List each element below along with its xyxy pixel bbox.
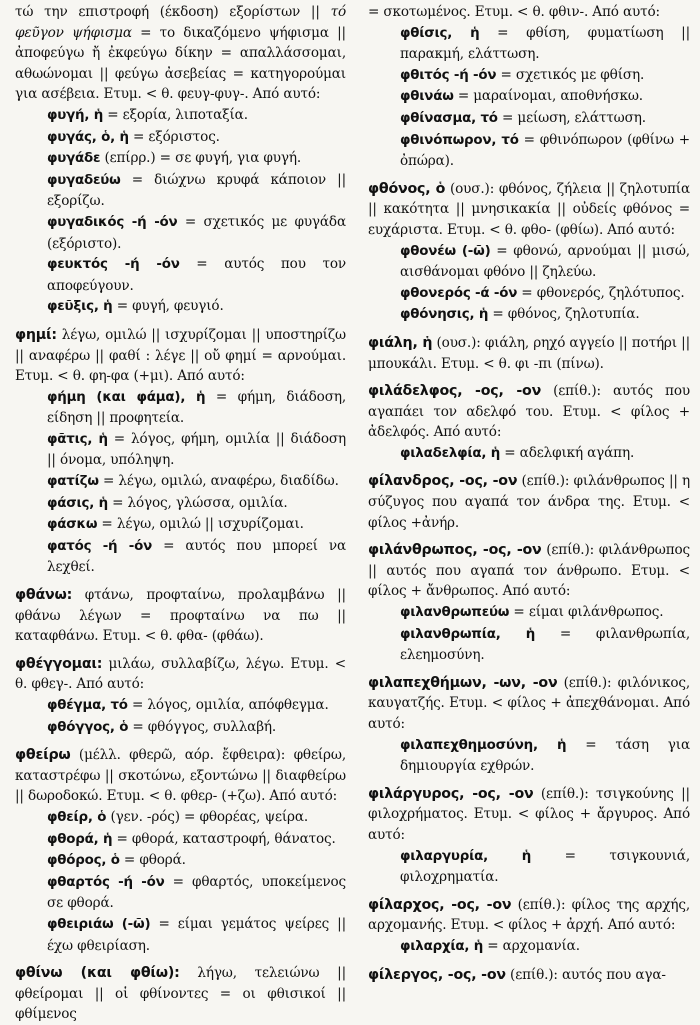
sub-entry-definition: = τσιγκουνιά, φιλοχρηματία. — [400, 847, 690, 886]
sub-entry-definition: = φθονώ, αρνούμαι || μισώ, αισθάνομαι φθόνο || ζηλεύω. — [400, 242, 690, 281]
entry-definition: (επίθ.): αυτός που αγαπάει τον αδελφό του. Ετυμ. < φίλος + ἀδελφός. Από αυτό: — [368, 383, 690, 441]
entry-phrase: τό φεῦγον ψήφισμα — [15, 4, 346, 41]
sub-entry-headword: φθόνησις, ἡ — [400, 307, 489, 323]
sub-entry-headword: φθίνασμα, τό — [400, 110, 498, 126]
sub-entry-definition: = φιλανθρωπία, ελεημοσύνη. — [400, 625, 690, 664]
entry-headword: φιλάδελφος, -ος, -ον — [368, 383, 542, 400]
sub-entry — [400, 936, 690, 958]
sub-entry — [400, 65, 690, 87]
sub-entry-definition: (γεν. -ρός) = φθορέας, ψείρα. — [106, 808, 309, 825]
entry-headword: φίλεργος, -ος, -ον — [368, 966, 506, 983]
sub-entry — [47, 254, 346, 296]
entry-definition: (επίθ.): αυτός που αγα- — [505, 966, 666, 983]
entry-definition: τώ την επιστροφή (έκδοση) εξορίστων || — [15, 4, 331, 20]
sub-entry-definition: = λόγος, φήμη, ομιλία || διάδοση || όνομα, υπόληψη. — [47, 430, 346, 469]
sub-entry — [47, 296, 346, 318]
sub-entry-definition: = φήμη, διάδοση, είδηση || προφητεία. — [47, 388, 346, 427]
sub-entry-headword: φθίσις, ἡ — [400, 25, 480, 41]
sub-entry-definition: = φθαρτός, υποκείμενος σε φθορά. — [47, 873, 347, 912]
entry-headword: φθέγγομαι: — [15, 655, 103, 672]
sub-entry-definition: = λέγω, ομιλώ, αναφέρω, διαδίδω. — [98, 473, 339, 490]
sub-entry-headword: φθιτός -ή -όν — [400, 67, 497, 83]
sub-entry-headword: φθαρτός -ή -όν — [47, 874, 165, 890]
sub-entry — [400, 23, 690, 65]
sub-entry — [400, 283, 690, 305]
sub-entry — [400, 443, 690, 465]
sub-entry-headword: φυγάδε — [47, 151, 101, 167]
sub-entry — [400, 86, 690, 108]
sub-entry — [47, 695, 346, 717]
sub-entry-headword: φθινάω — [400, 89, 454, 105]
entry-definition: λέγω, ομιλώ || ισχυρίζομαι || υποστηρίζω || αναφέρω || φαθί : λέγε || οὔ φημί = αρνούμαι. Ετυμ. < θ. φη-φα (+μι). Από αυτό: — [15, 326, 346, 385]
sub-entry-headword: φυγαδικός -ή -όν — [47, 214, 178, 230]
sub-entry — [47, 829, 346, 851]
dictionary-entry — [15, 2, 346, 105]
entry-definition: = σκοτωμένος. Ετυμ. < θ. φθιν-. Από αυτό: — [368, 4, 660, 20]
sub-entry-definition: = διώχνω κρυφά κάποιον || εξορίζω. — [47, 171, 346, 210]
sub-entry-definition: = μαραίνομαι, αποθνήσκω. — [453, 88, 643, 105]
entry-definition-cont: = το δικαζόμενο ψήφισμα || ἀποφεύγω ἤ ἐκφεύγω δίκην = απαλλάσσομαι, αθωώνομαι || φεύγω ἀσεβείας = κατηγορούμαι για ασέβεια. Ετυμ. < θ. φευγ-φυγ-. Από αυτό: — [15, 24, 346, 103]
sub-entry-definition: = είμαι γεμάτος ψείρες || έχω φθειρίαση. — [47, 915, 347, 954]
dictionary-entry — [368, 540, 690, 602]
sub-entry-definition: = φθίση, φυματίωση || παρακμή, ελάττωση. — [400, 24, 691, 63]
entry-headword: φθάνω: — [15, 587, 73, 604]
dictionary-entry — [368, 895, 690, 936]
sub-entry-definition: = αδελφική αγάπη. — [500, 444, 635, 461]
entry-definition: (επίθ.): φίλος της αρχής, αρχομανής. Ετυμ. < φίλος + ἀρχή. Από αυτό: — [368, 896, 690, 934]
sub-entry — [47, 127, 346, 149]
sub-entry-definition: = λέγω, ομιλώ || ισχυρίζομαι. — [97, 516, 304, 533]
dictionary-entry — [368, 784, 690, 846]
sub-entry-definition: = εξόριστος. — [128, 128, 220, 145]
entry-headword: φιλαπεχθήμων, -ων, -ον — [368, 674, 558, 691]
dictionary-entry — [15, 745, 346, 807]
sub-entry — [47, 514, 346, 536]
sub-entry-definition: = φθονερός, ζηλότυπος. — [517, 284, 685, 301]
entry-definition: φτάνω, προφταίνω, προλαμβάνω || φθάνω λέγων = προφταίνω να πω || καταφθάνω. Ετυμ. < θ. φθα- (φθάω). — [15, 587, 346, 645]
sub-entry-definition: = αρχομανία. — [483, 937, 580, 954]
sub-entry-definition: = φθινόπωρον (φθίνω + ὀπώρα). — [400, 131, 691, 170]
sub-entry — [47, 212, 346, 254]
sub-entry — [47, 717, 346, 739]
sub-entry — [400, 624, 690, 666]
dictionary-entry — [368, 673, 690, 735]
dictionary-entry — [15, 585, 346, 647]
sub-entry — [47, 850, 346, 872]
sub-entry-definition: = φυγή, φευγιό. — [112, 298, 224, 315]
sub-entry-headword: φᾶτις, ἡ — [47, 431, 108, 447]
entry-headword: φιλάργυρος, -ος, -ον — [368, 785, 534, 802]
sub-entry — [400, 602, 690, 624]
sub-entry — [400, 846, 690, 888]
sub-entry — [47, 429, 346, 471]
sub-entry-headword: φιλαργυρία, ἡ — [400, 848, 532, 864]
sub-entry-headword: φθονερός -ά -όν — [400, 285, 518, 301]
sub-entry-headword: φάσκω — [47, 517, 98, 533]
entry-headword: φιάλη, ἡ — [368, 334, 433, 351]
sub-entry — [47, 471, 346, 493]
sub-entry-headword: φθονέω (-ῶ) — [400, 243, 491, 259]
sub-entry — [400, 735, 690, 777]
entry-definition: (επίθ.): φιλάνθρωπος || αυτός που αγαπά τον άνθρωπο. Ετυμ. < φίλος + ἄνθρωπος. Από αυτό: — [368, 542, 691, 600]
sub-entry-definition: = φθορά. — [119, 852, 186, 869]
dictionary-entry — [15, 325, 346, 387]
entry-headword: φίλανδρος, -ος, -ον — [368, 473, 518, 490]
entry-definition: (επίθ.): φιλόνικος, καυγατζής. Ετυμ. < φίλος + ἀπεχθάνομαι. Από αυτό: — [368, 674, 690, 732]
entry-headword: φθίνω (και φθίω): — [15, 965, 180, 982]
sub-entry-definition: = μείωση, ελάττωση. — [497, 109, 646, 126]
sub-entry-headword: φυγαδεύω — [47, 172, 121, 188]
entry-definition: λήγω, τελειώνω || φθείρομαι || οἱ φθίνοντες = οι φθισικοί || φθίμενος — [15, 965, 347, 1023]
sub-entry-headword: φθινόπωρον, τό — [400, 132, 519, 148]
sub-entry — [47, 536, 346, 578]
sub-entry — [47, 170, 346, 212]
sub-entry-definition: = αυτός που μπορεί να λεχθεί. — [47, 537, 347, 576]
entry-definition: (μέλλ. φθερῶ, αόρ. ἔφθειρα): φθείρω, καταστρέφω || σκοτώνω, εξοντώνω || διαφθείρω || δωροδοκώ. Ετυμ. < θ. φθερ- (+ζω). Από αυτό: — [15, 747, 346, 805]
entry-definition: μιλάω, συλλαβίζω, λέγω. Ετυμ. < θ. φθεγ-. Από αυτό: — [15, 655, 346, 693]
sub-entry-headword: φιλαρχία, ἡ — [400, 938, 484, 954]
sub-entry-headword: φατίζω — [47, 474, 99, 490]
dictionary-entry — [368, 381, 690, 443]
sub-entry — [47, 387, 346, 429]
sub-entry — [47, 914, 346, 956]
sub-entry-headword: φατός -ή -όν — [47, 538, 153, 554]
entry-definition: (ουσ.): φθόνος, ζήλεια || ζηλοτυπία || κακότητα || μνησικακία || οὐδείς φθόνος = ευχάριστα. Ετυμ. < θ. φθο- (φθίω). Από αυτό: — [368, 180, 690, 238]
sub-entry — [400, 108, 690, 130]
sub-entry — [47, 872, 346, 914]
sub-entry-definition: = σχετικός με φθίση. — [496, 66, 645, 83]
sub-entry-headword: φθόρος, ὁ — [47, 853, 120, 869]
sub-entry — [47, 807, 346, 829]
dictionary-entry — [368, 2, 690, 23]
sub-entry-headword: φάσις, ἡ — [47, 495, 108, 511]
sub-entry-definition: = φθόγγος, συλλαβή. — [128, 718, 277, 735]
sub-entry-definition: = αυτός που τον αποφεύγουν. — [47, 256, 346, 294]
right-column — [354, 2, 700, 1018]
sub-entry-definition: (επίρρ.) = σε φυγή, για φυγή. — [100, 150, 302, 167]
sub-entry-headword: φιλανθρωπία, ἡ — [400, 626, 536, 642]
sub-entry-headword: φιλανθρωπεύω — [400, 605, 510, 621]
sub-entry-definition: = τάση για δημιουργία εχθρών. — [400, 736, 690, 775]
sub-entry — [47, 493, 346, 515]
sub-entry-definition: = εξορία, λιποταξία. — [103, 106, 248, 123]
sub-entry — [400, 304, 690, 326]
sub-entry-headword: φθείρ, ὁ — [47, 809, 107, 825]
entry-definition: (επίθ.): φιλάνθρωπος || η σύζυγος που αγαπά τον άνδρα της. Ετυμ. < φίλος +ἀνήρ. — [368, 473, 690, 531]
sub-entry-definition: = είμαι φιλάνθρωπος. — [509, 604, 664, 621]
sub-entry — [47, 148, 346, 170]
sub-entry-headword: φιλαδελφία, ἡ — [400, 445, 501, 461]
dictionary-entry — [368, 179, 690, 241]
sub-entry-headword: φθορά, ἡ — [47, 831, 113, 847]
sub-entry-headword: φευκτός -ή -όν — [47, 257, 180, 273]
entry-headword: φθείρω — [15, 747, 71, 764]
dictionary-entry — [368, 965, 690, 986]
entry-definition: (επίθ.): τσιγκούνης || φιλοχρήματος. Ετυμ. < φίλος + ἄργυρος. Από αυτό: — [368, 785, 690, 843]
entry-headword: φθόνος, ὁ — [368, 180, 446, 197]
left-column — [0, 2, 354, 1023]
entry-headword: φίλαρχος, -ος, -ον — [368, 896, 512, 913]
entry-headword: φημί: — [15, 326, 57, 343]
sub-entry-headword: φιλαπεχθημοσύνη, ἡ — [400, 737, 567, 753]
dictionary-entry — [368, 471, 690, 533]
entry-definition: (ουσ.): φιάλη, ρηχό αγγείο || ποτήρι || μπουκάλι. Ετυμ. < θ. φι -πι (πίνω). — [368, 334, 691, 372]
sub-entry-headword: φεῦξις, ἡ — [47, 299, 113, 315]
sub-entry-definition: = σχετικός με φυγάδα (εξόριστο). — [47, 213, 346, 252]
dictionary-entry — [368, 333, 690, 374]
sub-entry-headword: φήμη (και φάμα), ἡ — [47, 389, 206, 405]
sub-entry-headword: φυγή, ἡ — [47, 107, 104, 123]
dictionary-entry — [15, 654, 346, 695]
sub-entry-definition: = φθόνος, ζηλοτυπία. — [488, 306, 640, 323]
dictionary-entry — [15, 963, 346, 1025]
sub-entry — [400, 130, 690, 172]
sub-entry-headword: φυγάς, ὁ, ἡ — [47, 129, 129, 145]
sub-entry-definition: = λόγος, ομιλία, απόφθεγμα. — [127, 697, 329, 713]
sub-entry-headword: φθόγγος, ὁ — [47, 719, 129, 735]
entry-headword: φιλάνθρωπος, -ος, -ον — [368, 542, 542, 559]
sub-entry-definition: = λόγος, γλώσσα, ομιλία. — [107, 494, 288, 511]
sub-entry-headword: φθειριάω (-ῶ) — [47, 916, 151, 932]
sub-entry-definition: = φθορά, καταστροφή, θάνατος. — [112, 830, 336, 847]
sub-entry — [47, 105, 346, 127]
sub-entry — [400, 241, 690, 283]
sub-entry-headword: φθέγμα, τό — [47, 698, 128, 713]
